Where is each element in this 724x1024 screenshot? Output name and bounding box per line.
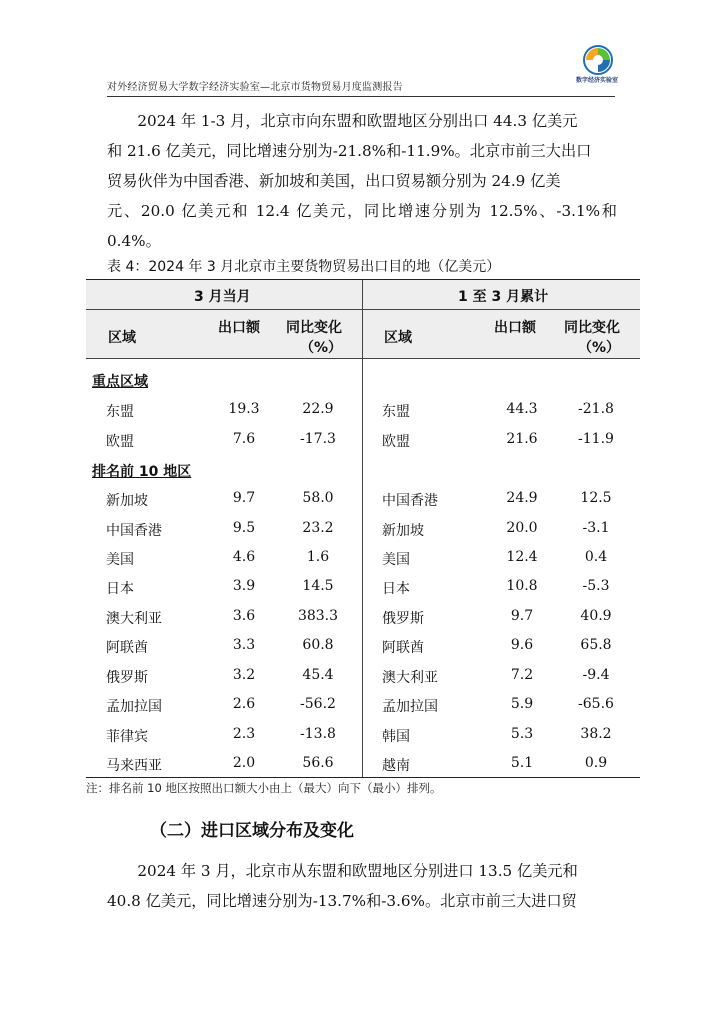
- right-yoy: 0.4: [584, 549, 608, 565]
- right-region: 日本: [382, 581, 410, 597]
- import-line-1: 2024 年 3 月，北京市从东盟和欧盟地区分别进口 13.5 亿美元和: [137, 862, 578, 880]
- left-col-export: 出口额: [218, 320, 260, 336]
- right-export: 7.2: [510, 667, 534, 683]
- right-yoy: -65.6: [578, 696, 614, 712]
- right-region: 孟加拉国: [382, 699, 438, 715]
- left-yoy: -56.2: [300, 696, 336, 712]
- left-yoy: 14.5: [302, 578, 334, 594]
- left-region: 澳大利亚: [106, 611, 162, 627]
- export-destination-table: [86, 279, 640, 778]
- left-yoy: 23.2: [302, 520, 334, 536]
- left-yoy: 22.9: [302, 401, 334, 417]
- left-yoy: 56.6: [302, 755, 334, 771]
- left-yoy: 60.8: [302, 637, 334, 653]
- left-yoy: 58.0: [302, 490, 334, 506]
- left-region: 中国香港: [106, 523, 162, 539]
- right-region: 美国: [382, 552, 410, 568]
- right-region: 新加坡: [382, 523, 424, 539]
- left-export: 4.6: [232, 549, 256, 565]
- left-yoy: 1.6: [306, 549, 330, 565]
- right-yoy: 40.9: [580, 608, 612, 624]
- section-key-regions: 重点区域: [92, 374, 148, 390]
- left-export: 2.6: [232, 696, 256, 712]
- table-header-background: [86, 280, 640, 358]
- right-export: 21.6: [506, 431, 538, 447]
- left-col-yoy: 同比变化: [286, 320, 342, 336]
- left-yoy: 383.3: [297, 608, 339, 624]
- right-export: 10.8: [506, 578, 538, 594]
- intro-line-1: 2024 年 1-3 月，北京市向东盟和欧盟地区分别出口 44.3 亿美元: [137, 112, 578, 130]
- left-col-yoy-unit: （%）: [300, 340, 343, 356]
- table-column-header-divider: [86, 358, 640, 359]
- right-region: 越南: [382, 758, 410, 774]
- left-region: 欧盟: [106, 434, 134, 450]
- right-export: 20.0: [506, 520, 538, 536]
- right-col-yoy: 同比变化: [564, 320, 620, 336]
- left-export: 9.7: [232, 490, 256, 506]
- right-col-export: 出口额: [494, 320, 536, 336]
- left-region: 俄罗斯: [106, 670, 148, 686]
- right-yoy: -11.9: [578, 431, 614, 447]
- left-region: 新加坡: [106, 493, 148, 509]
- table-center-divider: [362, 280, 363, 777]
- right-region: 欧盟: [382, 434, 410, 450]
- right-region: 俄罗斯: [382, 611, 424, 627]
- intro-line-4: 元、20.0 亿美元和 12.4 亿美元，同比增速分别为 12.5%、-3.1%和 0.4%。: [107, 202, 617, 250]
- right-col-yoy-unit: （%）: [578, 340, 621, 356]
- left-region: 阿联酋: [106, 640, 148, 656]
- import-paragraph: [107, 856, 617, 916]
- left-col-region: 区域: [108, 330, 136, 346]
- right-yoy: -21.8: [578, 401, 614, 417]
- left-export: 9.5: [232, 520, 256, 536]
- left-region: 孟加拉国: [106, 699, 162, 715]
- left-region: 菲律宾: [106, 729, 148, 745]
- right-region: 东盟: [382, 404, 410, 420]
- right-region: 澳大利亚: [382, 670, 438, 686]
- lab-logo-icon: [577, 44, 619, 78]
- left-export: 7.6: [232, 431, 256, 447]
- left-export: 19.3: [228, 401, 260, 417]
- right-col-region: 区域: [384, 330, 412, 346]
- left-region: 马来西亚: [106, 758, 162, 774]
- logo-caption: 数字经济实验室: [575, 77, 618, 84]
- right-export: 12.4: [506, 549, 538, 565]
- right-export: 44.3: [506, 401, 538, 417]
- left-yoy: -13.8: [300, 726, 336, 742]
- left-export: 2.0: [232, 755, 256, 771]
- right-yoy: -5.3: [582, 578, 610, 594]
- left-export: 3.3: [232, 637, 256, 653]
- right-export: 5.1: [510, 755, 534, 771]
- right-export: 9.6: [510, 637, 534, 653]
- right-yoy: 0.9: [584, 755, 608, 771]
- right-yoy: -3.1: [582, 520, 610, 536]
- right-export: 9.7: [510, 608, 534, 624]
- left-export: 3.6: [232, 608, 256, 624]
- table-caption: 表 4：2024 年 3 月北京市主要货物贸易出口目的地（亿美元）: [107, 259, 501, 275]
- intro-paragraph: [107, 106, 617, 256]
- right-region: 中国香港: [382, 493, 438, 509]
- header-title: 对外经济贸易大学数字经济实验室—北京市货物贸易月度监测报告: [107, 82, 403, 93]
- right-yoy: 12.5: [580, 490, 612, 506]
- right-region: 韩国: [382, 729, 410, 745]
- right-export: 5.9: [510, 696, 534, 712]
- table-note: 注：排名前 10 地区按照出口额大小由上（最大）向下（最小）排列。: [86, 781, 442, 795]
- right-export: 5.3: [510, 726, 534, 742]
- right-yoy: 65.8: [580, 637, 612, 653]
- left-group-header: 3 月当月: [194, 289, 251, 305]
- left-yoy: 45.4: [302, 667, 334, 683]
- left-region: 美国: [106, 552, 134, 568]
- right-yoy: -9.4: [582, 667, 610, 683]
- right-region: 阿联酋: [382, 640, 424, 656]
- intro-line-2: 和 21.6 亿美元，同比增速分别为-21.8%和-11.9%。北京市前三大出口: [107, 142, 592, 160]
- intro-line-3: 贸易伙伴为中国香港、新加坡和美国，出口贸易额分别为 24.9 亿美: [107, 172, 561, 190]
- table-header-divider: [86, 309, 640, 310]
- left-export: 2.3: [232, 726, 256, 742]
- import-line-2: 40.8 亿美元，同比增速分别为-13.7%和-3.6%。北京市前三大进口贸: [107, 892, 577, 910]
- right-group-header: 1 至 3 月累计: [458, 289, 549, 305]
- left-region: 东盟: [106, 404, 134, 420]
- left-export: 3.9: [232, 578, 256, 594]
- right-yoy: 38.2: [580, 726, 612, 742]
- page-header: [107, 74, 615, 97]
- section-top10-regions: 排名前 10 地区: [92, 464, 192, 480]
- left-export: 3.2: [232, 667, 256, 683]
- section-heading: （二）进口区域分布及变化: [150, 821, 354, 841]
- right-export: 24.9: [506, 490, 538, 506]
- left-yoy: -17.3: [300, 431, 336, 447]
- left-region: 日本: [106, 581, 134, 597]
